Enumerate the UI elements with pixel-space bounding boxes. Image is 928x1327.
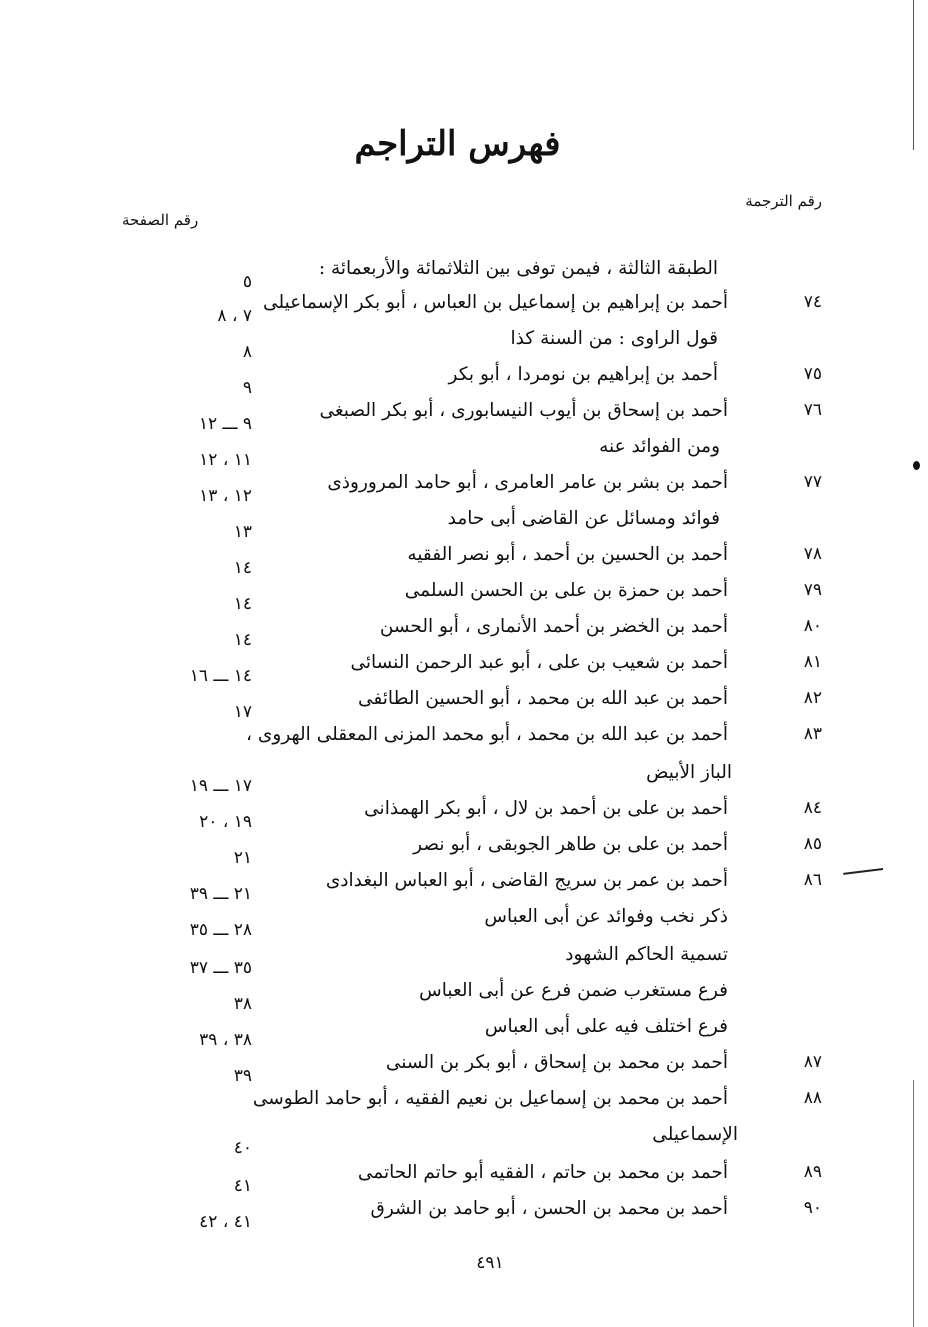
entry-pages: ٤١ [233, 1176, 252, 1196]
entry-text: أحمد بن حمزة بن على بن الحسن السلمى [404, 580, 728, 601]
column-heading-entry-number: رقم الترجمة [745, 192, 822, 210]
entry-pages: ٣٨ ، ٣٩ [199, 1030, 252, 1050]
entry-pages: ١١ ، ١٢ [199, 450, 252, 470]
entry-text: فوائد ومسائل عن القاضى أبى حامد [447, 508, 720, 529]
entry-pages: ٧ ، ٨ [217, 306, 252, 326]
entry-pages: ١٧ ـــ ١٩ [189, 776, 252, 796]
entry-number: ٨٣ [803, 724, 822, 744]
entry-text: أحمد بن عبد الله بن محمد ، أبو الحسين الطائفى [358, 688, 728, 709]
entry-number: ٨٥ [803, 834, 822, 854]
entry-text: فرع اختلف فيه على أبى العباس [484, 1016, 728, 1037]
entry-text: أحمد بن بشر بن عامر العامرى ، أبو حامد المروروذى [327, 472, 728, 493]
entry-text: تسمية الحاكم الشهود [565, 944, 728, 965]
entry-pages: ٢١ ـــ ٣٩ [189, 884, 252, 904]
entry-pages: ٥ [242, 272, 252, 292]
entry-number: ٨١ [803, 652, 822, 672]
entry-pages: ٢١ [233, 848, 252, 868]
page-number-footer: ٤٩١ [476, 1253, 504, 1273]
entry-text: أحمد بن على بن أحمد بن لال ، أبو بكر الهمذانى [364, 798, 728, 819]
entry-text: ومن الفوائد عنه [599, 436, 720, 457]
entry-text: أحمد بن عبد الله بن محمد ، أبو محمد المزنى المعقلى الهروى ، [246, 724, 728, 745]
entry-pages: ٨ [242, 342, 252, 362]
ink-dot [913, 461, 920, 470]
entry-number: ٨٩ [803, 1162, 822, 1182]
entry-number: ٧٤ [803, 292, 822, 312]
entry-pages: ٣٩ [233, 1066, 252, 1086]
entry-number: ٩٠ [803, 1198, 822, 1218]
entry-number: ٧٥ [803, 364, 822, 384]
entry-pages: ٣٥ ـــ ٣٧ [189, 958, 252, 978]
entry-pages: ١٧ [233, 702, 252, 722]
entry-text: الطبقة الثالثة ، فيمن توفى بين الثلاثمائة والأربعمائة : [318, 258, 718, 279]
entry-text: أحمد بن الحسين بن أحمد ، أبو نصر الفقيه [407, 544, 728, 565]
entry-pages: ١٤ [233, 630, 252, 650]
entry-text: أحمد بن محمد بن إسحاق ، أبو بكر بن السنى [385, 1052, 728, 1073]
entry-text: أحمد بن إسحاق بن أيوب النيسابورى ، أبو بكر الصبغى [319, 400, 728, 421]
entry-text: أحمد بن محمد بن الحسن ، أبو حامد بن الشرق [370, 1198, 728, 1219]
entry-number: ٧٨ [803, 544, 822, 564]
entry-pages: ١٤ ـــ ١٦ [189, 666, 252, 686]
entry-number: ٨٨ [803, 1088, 822, 1108]
entry-text: أحمد بن شعيب بن على ، أبو عبد الرحمن النسائى [350, 652, 728, 673]
entry-number: ٨٤ [803, 798, 822, 818]
entry-text: فرع مستغرب ضمن فرع عن أبى العباس [419, 980, 728, 1001]
entry-number: ٨٢ [803, 688, 822, 708]
entry-pages: ٣٨ [233, 994, 252, 1014]
entry-text: أحمد بن إبراهيم بن نومردا ، أبو بكر [448, 364, 718, 385]
entry-text: الباز الأبيض [646, 762, 732, 783]
entry-text: أحمد بن على بن طاهر الجوبقى ، أبو نصر [413, 834, 728, 855]
entry-pages: ٤٠ [233, 1138, 252, 1158]
entry-pages: ٢٨ ـــ ٣٥ [189, 920, 252, 940]
entry-pages: ٩ ـــ ١٢ [198, 414, 252, 434]
page-title: فهرس التراجم [354, 124, 561, 164]
entry-text: الإسماعيلى [652, 1124, 738, 1145]
entry-pages: ٤١ ، ٤٢ [199, 1212, 252, 1232]
entry-pages: ٩ [242, 378, 252, 398]
entry-text: أحمد بن محمد بن إسماعيل بن نعيم الفقيه ، أبو حامد الطوسى [252, 1088, 728, 1109]
entry-pages: ١٤ [233, 594, 252, 614]
entry-pages: ١٩ ، ٢٠ [199, 812, 252, 832]
entry-text: أحمد بن الخضر بن أحمد الأنمارى ، أبو الحسن [379, 616, 728, 637]
entry-number: ٧٧ [803, 472, 822, 492]
entry-number: ٨٦ [803, 870, 822, 890]
entry-number: ٨٧ [803, 1052, 822, 1072]
entry-text: أحمد بن إبراهيم بن إسماعيل بن العباس ، أبو بكر الإسماعيلى [263, 292, 728, 313]
entry-pages: ١٣ [233, 522, 252, 542]
entry-pages: ١٤ [233, 558, 252, 578]
page-edge-line [913, 1080, 914, 1327]
entry-number: ٨٠ [803, 616, 822, 636]
entry-text: أحمد بن عمر بن سريج القاضى ، أبو العباس البغدادى [325, 870, 728, 891]
pencil-mark [843, 868, 883, 875]
entry-text: قول الراوى : من السنة كذا [510, 328, 718, 349]
entry-text: ذكر نخب وفوائد عن أبى العباس [484, 906, 728, 927]
column-heading-page-number: رقم الصفحة [122, 211, 199, 229]
entry-pages: ١٢ ، ١٣ [199, 486, 252, 506]
entry-number: ٧٩ [803, 580, 822, 600]
entry-number: ٧٦ [803, 400, 822, 420]
entry-text: أحمد بن محمد بن حاتم ، الفقيه أبو حاتم الحاتمى [357, 1162, 728, 1183]
